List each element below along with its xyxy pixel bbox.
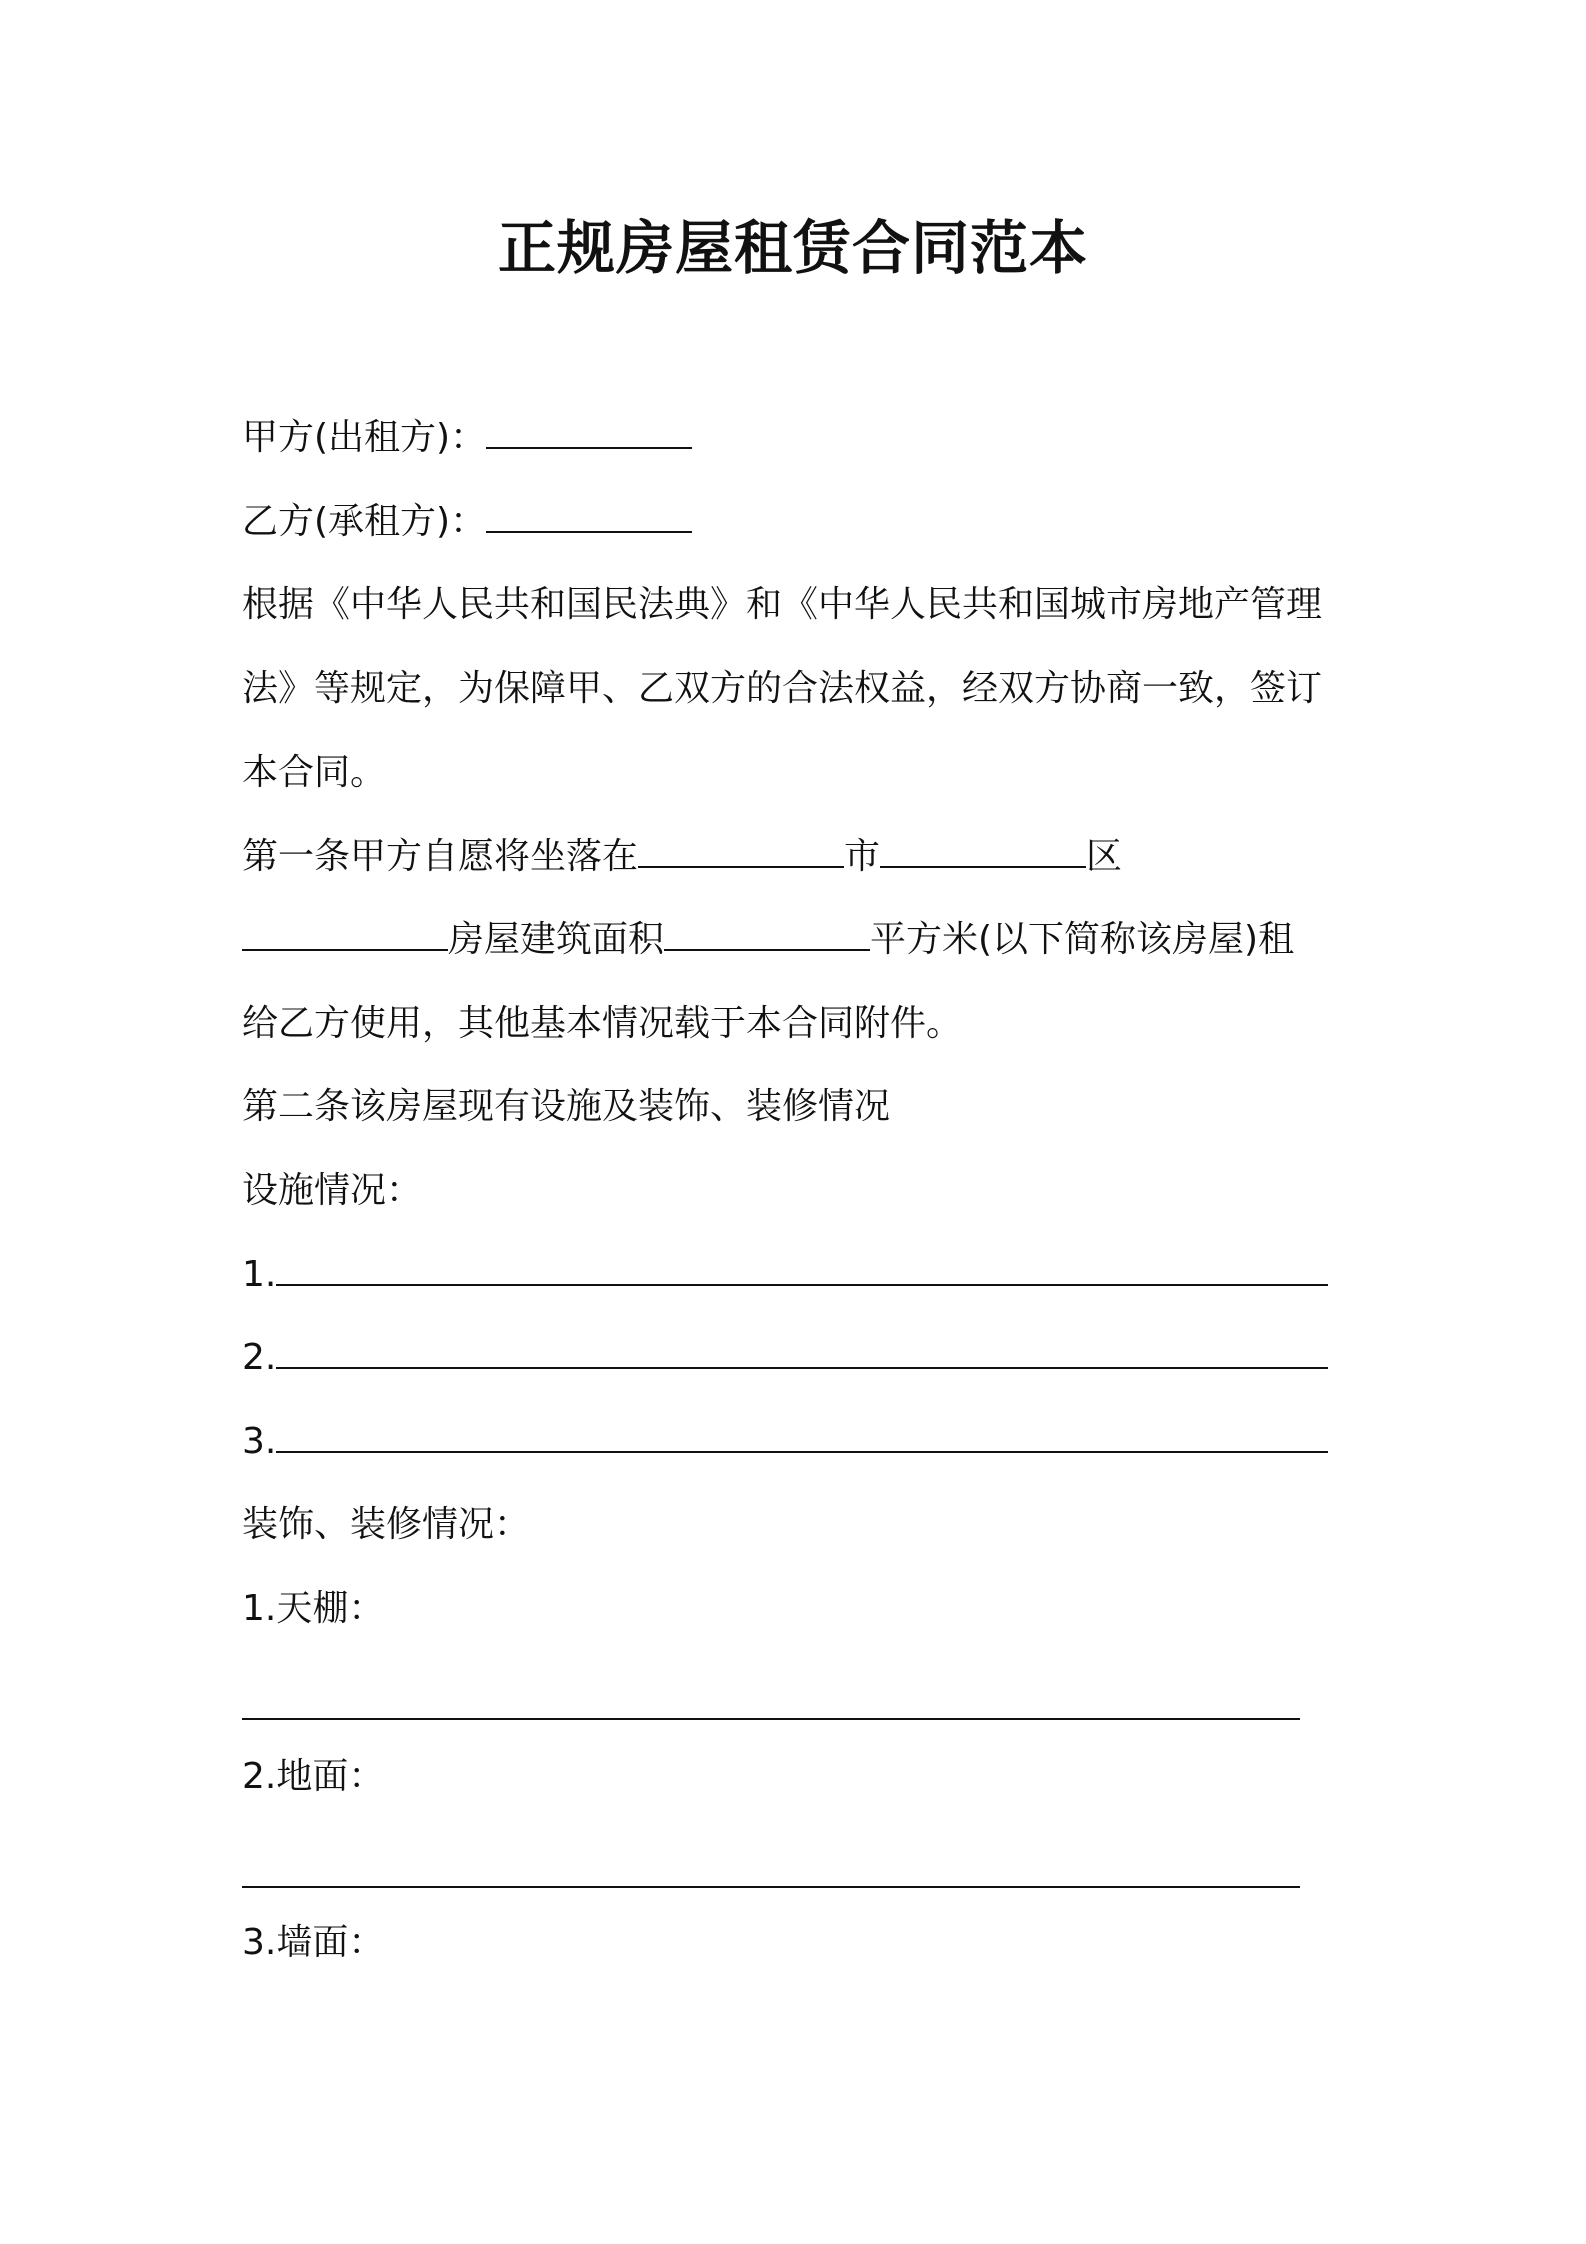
article-1-line-1 [242, 832, 1122, 882]
party-b-label: 乙方(承租方)： [242, 501, 487, 542]
document-title: 正规房屋租赁合同范本 [497, 214, 1088, 282]
facility-number: 3. [242, 1421, 277, 1462]
facility-item [242, 1417, 1328, 1467]
city-label: 市 [844, 836, 881, 877]
location-blank [638, 832, 844, 868]
facility-number: 1. [242, 1254, 277, 1295]
facility-item [242, 1333, 1328, 1383]
sqm-label: 平方米(以下简称该房屋)租 [870, 919, 1295, 960]
party-a-line [242, 413, 692, 463]
decoration-label: 装饰、装修情况： [242, 1504, 531, 1545]
facility-blank [276, 1250, 1328, 1286]
preamble-line-3: 本合同。 [242, 752, 387, 793]
decoration-item-floor: 2.地面： [242, 1756, 385, 1797]
ceiling-blank [242, 1718, 1300, 1720]
decoration-item-wall: 3.墙面： [242, 1922, 385, 1963]
district-blank [242, 915, 448, 951]
floor-blank [242, 1886, 1300, 1888]
article-2-heading: 第二条该房屋现有设施及装饰、装修情况 [242, 1086, 891, 1127]
facility-blank [276, 1417, 1328, 1453]
decoration-item-ceiling: 1.天棚： [242, 1588, 385, 1629]
facility-blank [276, 1333, 1328, 1369]
article-1-line-3: 给乙方使用，其他基本情况载于本合同附件。 [242, 1003, 963, 1044]
party-a-label: 甲方(出租方)： [242, 417, 487, 458]
facility-item [242, 1250, 1328, 1300]
preamble-line-2: 法》等规定，为保障甲、乙双方的合法权益，经双方协商一致，签订 [242, 668, 1323, 709]
party-b-blank [486, 497, 692, 533]
article-1-line-2 [242, 915, 1294, 965]
area-blank [664, 915, 870, 951]
building-area-label: 房屋建筑面积 [448, 919, 665, 960]
district-label: 区 [1086, 836, 1123, 877]
city-blank [880, 832, 1086, 868]
facility-number: 2. [242, 1337, 277, 1378]
party-b-line [242, 497, 692, 547]
party-a-blank [486, 413, 692, 449]
article-1-text: 第一条甲方自愿将坐落在 [242, 836, 639, 877]
facilities-label: 设施情况： [242, 1170, 423, 1211]
preamble-line-1: 根据《中华人民共和国民法典》和《中华人民共和国城市房地产管理 [242, 584, 1323, 625]
